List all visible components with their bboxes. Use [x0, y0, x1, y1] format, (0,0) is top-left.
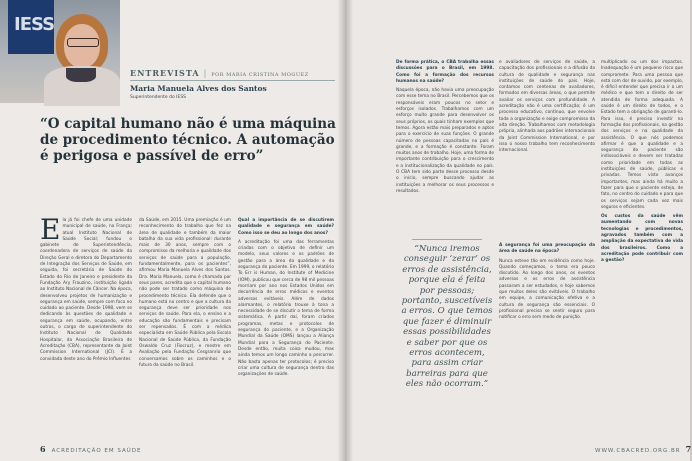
left-column-1 [40, 213, 132, 440]
intro-text-continued: da Saúde, em 2015. Uma premiação é um reconhecimento do trabalho que fez na área de qualidade e também da maior batalha da sua vida profissional: durante mais de 30 anos, sempre com o compromisso da melhoria e qualidade dos serviços de saúde para a população, fundamentalmente, para os pacientes”, afirmou Maria Manuela Alves dos Santos. Dra. Maria Manuela, como é chamada por seus pares, acredita que o capital humano não pode ser tratado como máquina de procedimento técnico. Ela defende que o humano está no centro e que a cultura da segurança deve ser prioridade nos serviços de saúde. Para ela, o ensino e a educação são fundamentais e precisam ser repensados. É com a médica especialista em Saúde Pública pela Escola Nacional de Saúde Pública, da Fundação Oswaldo Cruz (Fiocruz), e mestre em Avaliação pela Fundação Cesgranrio que conversamos sobre os caminhos e o futuro da saúde no Brasil. [139, 218, 231, 368]
pull-quote: “Nunca iremos conseguir ‘zerar’ os erros de assistência, porque ela é feita por pessoas; portanto, suscetíveis a erros. O que temos que fazer é diminuir essas possibilidades e saber por que os erros acontecem, para assim criar barreiras para que eles não ocorram.” [401, 244, 493, 390]
right-footer-text: WWW.CBACRED.ORG.BR [595, 448, 681, 454]
right-column-2 [499, 60, 595, 235]
question-2: De forma prática, o CBA trabalha essas discussões para o Brasil, em 1998. Como foi a formação dos recursos humanos na saúde? [396, 60, 494, 84]
page-gutter [337, 0, 353, 461]
section-header [130, 68, 309, 78]
person-top [66, 68, 96, 82]
right-column-3 [601, 60, 683, 438]
right-page [345, 0, 690, 461]
left-footer [40, 444, 141, 454]
left-page-number: 6 [40, 444, 47, 454]
byline: POR MARIA CRISTINA MOGUEZ [211, 72, 309, 78]
left-column-2 [139, 218, 231, 440]
dropcap: E [40, 213, 61, 246]
pull-quote-rule-top [412, 239, 482, 240]
interviewee-role: Superintendente do IESS [130, 95, 187, 100]
question-3: A segurança foi uma preocupação da área de saúde na época? [499, 243, 595, 255]
person-glasses [67, 38, 99, 47]
left-page [0, 0, 345, 461]
answer-3: Nunca esteve tão em evidência como hoje. Quando começamos, o tema era pouco discutido. Ao longo dos anos, os eventos adversos e os erros de assistência passaram a ser estudados, e hoje sabemos que muitos deles são evitáveis. O trabalho em equipe, a comunicação efetiva e a cultura de segurança são essenciais. O profissional precisa se sentir seguro para notificar o erro sem medo de punição. [499, 258, 595, 321]
section-separator: | [203, 69, 208, 78]
intro-text: la já foi chefe de uma unidade municipal de saúde, na França; atual Instituto Nacional de Saúde Social; fundou o gabinete de Superintendência, coordenadora de serviços de saúde da Direção Geral e diretora do Departamento de Integração dos Serviços de Saúde, em seguida, foi secretária de Saúde do Estado do Rio de Janeiro e presidente da Fundação Ary Frauzino, instituição ligada ao Instituto Nacional de Câncer. Na época, desenvolveu projetos de humanização e segurança em saúde, sempre com foco no cuidado ao paciente. Desde 1998, vem se dedicando às questões de qualidade e segurança em saúde, ocupando, entre outros, o cargo de superintendente do Instituto Nacional de Qualidade Hospitalar, da Associação Brasileira de Acreditação (CBA), representante da Joint Commission International (JCI). É a convidada deste ano do Prêmio Influentes [40, 218, 132, 362]
photo-logo [8, 0, 54, 54]
right-column-1 [396, 60, 494, 235]
right-page-number: 7 [685, 444, 692, 454]
question-4: Os custos da saúde vêm aumentando com novas tecnologias e procedimentos, agravados também com a ampliação da expectativa de vida dos brasileiros. Como a acreditação pode contribuir com a gestão? [601, 214, 683, 264]
answer-2-continued: e avaliadores de serviços de saúde, a capacitação dos profissionais e a difusão da cultura de qualidade e segurança nas instituições de saúde do país. Hoje, contamos com centenas de avaliadores, formados em diversas áreas, o que permite avaliar os serviços com profundidade. A acreditação não é uma certificação; é um processo educativo, contínuo, que envolve toda a organização e exige compromisso da alta direção. Trabalhamos com metodologia própria, alinhada aos padrões internacionais da Joint Commission International, e por isso o nosso trabalho tem reconhecimento internacional. [499, 60, 595, 154]
left-column-3 [238, 218, 334, 440]
header-rule [130, 80, 335, 81]
photo-logo-text: IESS [14, 14, 55, 35]
section-kicker: ENTREVISTA [130, 68, 200, 78]
interviewee-name: Maria Manuela Alves dos Santos [130, 84, 267, 93]
question-1: Qual a importância de se discutirem qualidade e segurança em saúde? Como isso se deu ao longo dos anos? [238, 218, 334, 236]
answer-2: Naquela época, não havia uma preocupação com esse tema no Brasil. Percebemos que os responsáveis eram poucos no setor e esforços isolados. Trabalhamos com um esforço muito grande para desenvolver os seus próprios, os quais tinham exemplos que temos. Agora estão mais preparados e aptos para o exercício de suas funções. O grande número de pessoas capacitadas no país é grande, e a formação é constante. Foram muitos anos de trabalho. Hoje, uma forma de importante contribuição para o crescimento e a institucionalização da qualidade no país. O CBA tem sido parte desse processo desde o início, sempre buscando ajudar as instituições a melhorar os seus processos e resultados. [396, 88, 494, 194]
left-footer-text: ACREDITAÇÃO EM SAÚDE [51, 448, 142, 454]
answer-1: A acreditação foi uma das ferramentas criadas com o objetivo de definir um modelo, seus valores e os padrões de gestão para a área da qualidade e da segurança do paciente. Em 1999, o relatório To Err is Human, do Institute of Medicine (IOM), publicou que cerca de 98 mil pessoas morriam por ano nos Estados Unidos em decorrência de erros médicos e eventos adversos evitáveis. Além de dados alarmantes, o relatório trouxe à tona a necessidade de se discutir o tema de forma sistemática. A partir daí, foram criados programas, metas e protocolos de segurança do paciente, e a Organização Mundial da Saúde (OMS) lançou a Aliança Mundial para a Segurança do Paciente. Desde então, muita coisa mudou, mas ainda temos um longo caminho a percorrer. Não basta apenas ter protocolos; é preciso criar uma cultura de segurança dentro das organizações de saúde. [238, 239, 334, 378]
right-column-2-lower [499, 243, 595, 441]
interviewee-photo [0, 0, 120, 103]
answer-4: multiplicado ou um dos impactos. Inadequação é um pequeno risco que compromete. Para uma pessoa que está com dor de ouvido, por exemplo, é difícil entender que precisa ir a um médico e que tem o direito de ser atendida de forma adequada. A saúde é um direito de todos, e o Estado tem a obrigação de garanti-lo. Para isso, é preciso investir na formação dos profissionais, na gestão dos serviços e na qualidade da assistência. O que nós podemos afirmar é que a qualidade e a segurança do paciente são indissociáveis e devem ser tratadas como prioridade em todas as instituições de saúde, públicas e privadas. Temos visto avanços importantes, mas ainda há muito a fazer para que o paciente esteja, de fato, no centro do cuidado e para que os serviços sejam cada vez mais seguros e eficientes. [601, 60, 683, 210]
headline: “O capital humano não é uma máquina de procedimento técnico. A automação é perigosa e passível de erro” [40, 116, 336, 164]
right-footer [595, 444, 692, 454]
